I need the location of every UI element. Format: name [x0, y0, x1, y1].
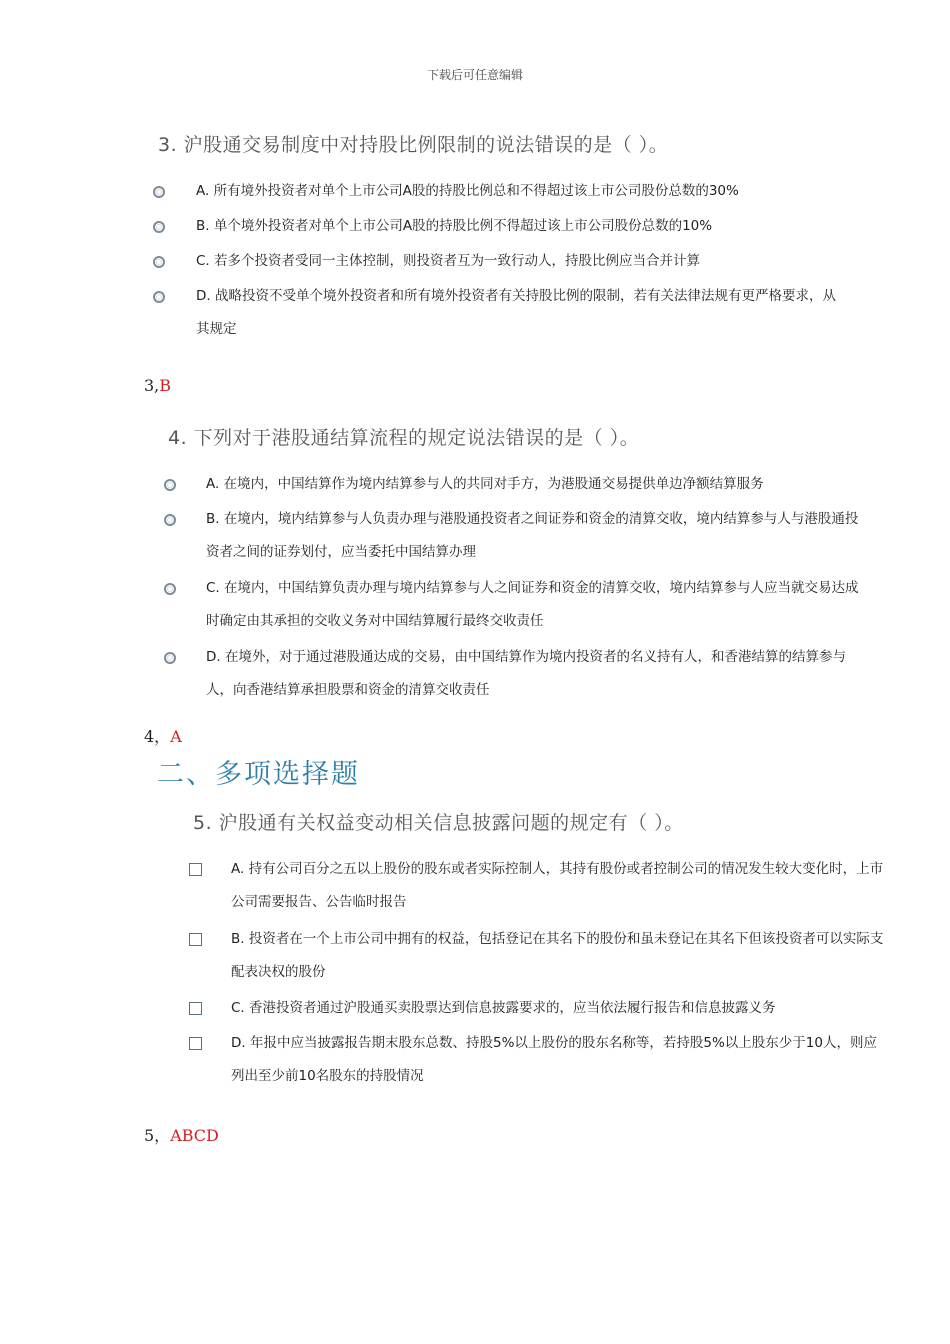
answer-value: B	[159, 376, 172, 395]
question-5-title: 5. 沪股通有关权益变动相关信息披露问题的规定有（ ）。	[193, 812, 684, 834]
question-5-option-a	[231, 853, 886, 919]
option-text: A. 持有公司百分之五以上股份的股东或者实际控制人，其持有股份或者控制公司的情况发生较大变化时，上市公司需要报告、公告临时报告	[231, 861, 884, 910]
question-4-option-c	[206, 572, 866, 638]
option-text: B. 单个境外投资者对单个上市公司A股的持股比例不得超过该上市公司股份总数的10%	[196, 218, 713, 234]
question-3-option-c-radio[interactable]	[153, 256, 165, 268]
question-4-option-b	[206, 503, 866, 569]
answer-number: 4，	[144, 727, 171, 746]
question-3-option-d-radio[interactable]	[153, 291, 165, 303]
answer-value: ABCD	[170, 1126, 219, 1145]
option-text: B. 投资者在一个上市公司中拥有的权益，包括登记在其名下的股份和虽未登记在其名下但该投资者可以实际支配表决权的股份	[231, 931, 884, 980]
section-title: 二、多项选择题	[157, 759, 360, 790]
question-3-option-d	[196, 280, 836, 346]
question-5-option-b-checkbox[interactable]	[189, 933, 202, 946]
option-text: C. 香港投资者通过沪股通买卖股票达到信息披露要求的，应当依法履行报告和信息披露义务	[231, 1000, 776, 1016]
question-3-option-b-radio[interactable]	[153, 221, 165, 233]
page-header: 下载后可任意编辑	[426, 68, 523, 82]
question-5-option-d-checkbox[interactable]	[189, 1037, 202, 1050]
option-text: C. 若多个投资者受同一主体控制，则投资者互为一致行动人，持股比例应当合并计算	[196, 253, 701, 269]
question-3-option-c	[196, 245, 846, 278]
question-3-answer	[144, 376, 171, 395]
question-5-option-a-checkbox[interactable]	[189, 863, 202, 876]
option-text: D. 战略投资不受单个境外投资者和所有境外投资者有关持股比例的限制，若有关法律法规有更严格要求，从其规定	[196, 288, 836, 337]
question-5-option-c-checkbox[interactable]	[189, 1002, 202, 1015]
option-text: B. 在境内，境内结算参与人负责办理与港股通投资者之间证券和资金的清算交收，境内结算参与人与港股通投资者之间的证券划付，应当委托中国结算办理	[206, 511, 859, 560]
question-4-option-b-radio[interactable]	[164, 514, 176, 526]
question-5-answer	[144, 1123, 219, 1146]
answer-number: 3,	[144, 376, 160, 395]
question-3-option-a	[196, 175, 846, 208]
question-4-option-d-radio[interactable]	[164, 652, 176, 664]
question-5-option-b	[231, 923, 891, 989]
question-4-option-a-radio[interactable]	[164, 479, 176, 491]
option-text: D. 年报中应当披露报告期末股东总数、持股5%以上股份的股东名称等，若持股5%以上股东少于10人，则应列出至少前10名股东的持股情况	[231, 1035, 877, 1084]
option-text: A. 所有境外投资者对单个上市公司A股的持股比例总和不得超过该上市公司股份总数的30%	[196, 183, 739, 199]
question-4-option-d	[206, 641, 866, 707]
answer-number: 5，	[144, 1126, 171, 1145]
option-text: C. 在境内，中国结算负责办理与境内结算参与人之间证券和资金的清算交收，境内结算参与人应当就交易达成时确定由其承担的交收义务对中国结算履行最终交收责任	[206, 580, 859, 629]
question-3-title: 3. 沪股通交易制度中对持股比例限制的说法错误的是（ ）。	[158, 134, 669, 156]
question-5-option-d	[231, 1027, 886, 1093]
question-4-title: 4. 下列对于港股通结算流程的规定说法错误的是（ ）。	[168, 427, 640, 449]
option-text: D. 在境外，对于通过港股通达成的交易，由中国结算作为境内投资者的名义持有人，和香港结算的结算参与人，向香港结算承担股票和资金的清算交收责任	[206, 649, 846, 698]
question-4-option-a	[206, 468, 866, 501]
question-3-option-b	[196, 210, 846, 243]
question-3-option-a-radio[interactable]	[153, 186, 165, 198]
question-5-option-c	[231, 992, 886, 1025]
question-4-answer	[144, 724, 182, 747]
option-text: A. 在境内，中国结算作为境内结算参与人的共同对手方，为港股通交易提供单边净额结算服务	[206, 476, 764, 492]
question-4-option-c-radio[interactable]	[164, 583, 176, 595]
answer-value: A	[170, 727, 182, 746]
